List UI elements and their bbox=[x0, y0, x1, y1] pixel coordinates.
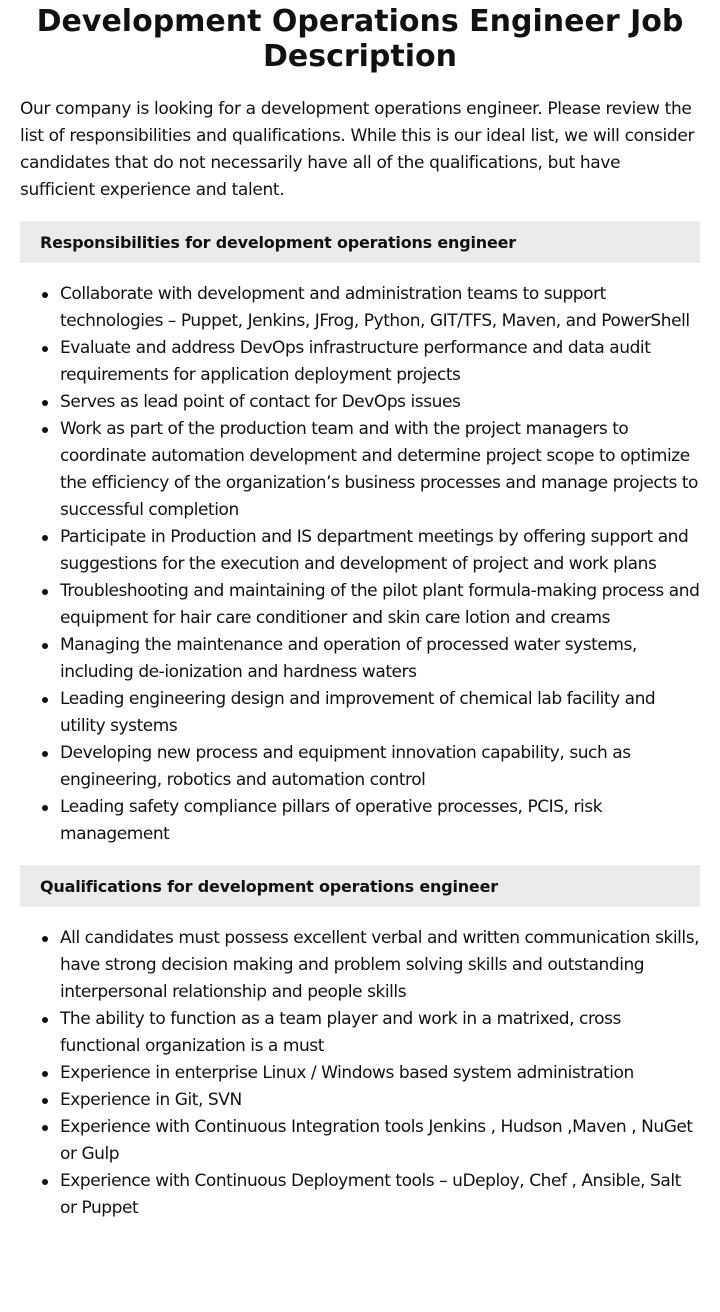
list-item: The ability to function as a team player and work in a matrixed, cross functional organization is a must bbox=[60, 1006, 700, 1060]
list-item: Serves as lead point of contact for DevOps issues bbox=[60, 389, 700, 416]
list-item: All candidates must possess excellent verbal and written communication skills, have strong decision making and problem solving skills and outstanding interpersonal relationship and people skills bbox=[60, 925, 700, 1006]
list-item: Leading engineering design and improvement of chemical lab facility and utility systems bbox=[60, 686, 700, 740]
list-item: Experience with Continuous Integration tools Jenkins , Hudson ,Maven , NuGet or Gulp bbox=[60, 1114, 700, 1168]
qualifications-list bbox=[20, 925, 700, 1222]
intro-paragraph: Our company is looking for a development operations engineer. Please review the list of responsibilities and qualifications. While this is our ideal list, we will consider candidates that do not necessarily have all of the qualifications, but have sufficient experience and talent. bbox=[20, 99, 695, 200]
list-item: Collaborate with development and administration teams to support technologies – Puppet, Jenkins, JFrog, Python, GIT/TFS, Maven, and PowerShell bbox=[60, 281, 700, 335]
list-item: Managing the maintenance and operation of processed water systems, including de-ionization and hardness waters bbox=[60, 632, 700, 686]
list-item: Troubleshooting and maintaining of the pilot plant formula-making process and equipment for hair care conditioner and skin care lotion and creams bbox=[60, 578, 700, 632]
page-title: Development Operations Engineer Job Description bbox=[36, 4, 684, 74]
list-item: Experience with Continuous Deployment tools – uDeploy, Chef , Ansible, Salt or Puppet bbox=[60, 1168, 700, 1222]
list-item: Developing new process and equipment innovation capability, such as engineering, robotics and automation control bbox=[60, 740, 700, 794]
list-item: Participate in Production and IS department meetings by offering support and suggestions for the execution and development of project and work plans bbox=[60, 524, 700, 578]
list-item: Evaluate and address DevOps infrastructure performance and data audit requirements for application deployment projects bbox=[60, 335, 700, 389]
list-item: Work as part of the production team and with the project managers to coordinate automation development and determine project scope to optimize the efficiency of the organization’s business processes and manage projects to successful completion bbox=[60, 416, 700, 524]
list-item: Experience in Git, SVN bbox=[60, 1087, 700, 1114]
list-item: Leading safety compliance pillars of operative processes, PCIS, risk management bbox=[60, 794, 700, 848]
qualifications-heading: Qualifications for development operations engineer bbox=[20, 865, 700, 907]
responsibilities-list bbox=[20, 281, 700, 848]
responsibilities-heading: Responsibilities for development operations engineer bbox=[20, 221, 700, 263]
job-description-page bbox=[0, 4, 720, 1312]
list-item: Experience in enterprise Linux / Windows based system administration bbox=[60, 1060, 700, 1087]
